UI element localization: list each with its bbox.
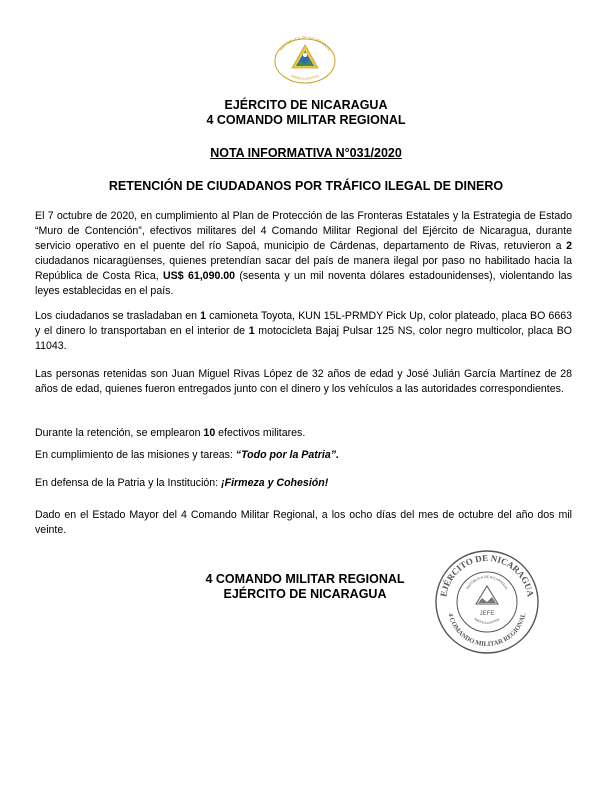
- signature-command: 4 COMANDO MILITAR REGIONAL: [205, 572, 405, 586]
- stamp-inner-bottom-text: AMÉRICA CENTRAL: [473, 616, 501, 626]
- paragraph-7: Dado en el Estado Mayor del 4 Comando Militar Regional, a los ocho días del mes de octubre del año dos mil veinte.: [35, 509, 572, 536]
- signature-army: EJÉRCITO DE NICARAGUA: [223, 587, 387, 601]
- svg-text:AMÉRICA CENTRAL: [290, 73, 320, 80]
- stamp-outer-top-text: EJÉRCITO DE NICARAGUA: [438, 552, 536, 598]
- svg-text:REPÚBLICA DE NICARAGUA: [466, 575, 509, 591]
- official-stamp-icon: [434, 549, 540, 655]
- paragraph-2: Los ciudadanos se trasladaban en 1 camioneta Toyota, KUN 15L-PRMDY Pick Up, color plateado, placa BO 6663 y el dinero lo transportaban en el interior de 1 motocicleta Bajaj Pulsar 125 NS, color negro multicolor, placa BO 11043.: [35, 310, 572, 352]
- stamp-center-text: JEFE: [479, 611, 495, 617]
- paragraph-3: Las personas retenidas son Juan Miguel Rivas López de 32 años de edad y José Julián García Martínez de 28 años de edad, quienes fueron entregados junto con el dinero y los vehículos a las autoridades correspondientes.: [35, 368, 572, 395]
- paragraph-5: En cumplimiento de las misiones y tareas: “Todo por la Patria”.: [35, 449, 339, 461]
- stamp-outer-bottom-text: 4 COMANDO MILITAR REGIONAL: [446, 612, 528, 649]
- document-title: RETENCIÓN DE CIUDADANOS POR TRÁFICO ILEGAL DE DINERO: [108, 179, 504, 193]
- paragraph-4: Durante la retención, se emplearon 10 efectivos militares.: [35, 427, 306, 439]
- paragraph-6: En defensa de la Patria y la Institución: ¡Firmeza y Cohesión!: [35, 477, 329, 489]
- stamp-inner-top-text: REPÚBLICA DE NICARAGUA: [465, 574, 509, 590]
- header-command-name: 4 COMANDO MILITAR REGIONAL: [206, 113, 406, 127]
- national-emblem-icon: [270, 34, 340, 84]
- svg-text:4 COMANDO MILITAR REGIONAL: [447, 612, 528, 648]
- paragraph-1: El 7 octubre de 2020, en cumplimiento al Plan de Protección de las Fronteras Estatales y la Estrategia de Estado “Muro de Contención”, efectivos militares del 4 Comando Militar Regional del Ejército de Nicaragua, durante servicio operativo en el puente del río Sapoá, municipio de Cárdenas, departamento de Rivas, retuvieron a 2 ciudadanos nicaragüenses, quienes pretendían sacar del país de manera ilegal por paso no habilitado hacia la República de Costa Rica, US$ 61,090.00 (sesenta y un mil noventa dólares estadounidenses), violentando las leyes establecidas en el país.: [35, 210, 572, 297]
- emblem-top-text: REPÚBLICA DE NICARAGUA: [278, 34, 332, 52]
- svg-text:AMÉRICA CENTRAL: [473, 617, 501, 625]
- document-number: NOTA INFORMATIVA N°031/2020: [210, 146, 402, 160]
- header-army-name: EJÉRCITO DE NICARAGUA: [224, 98, 388, 112]
- emblem-bottom-text: AMÉRICA CENTRAL: [289, 73, 321, 81]
